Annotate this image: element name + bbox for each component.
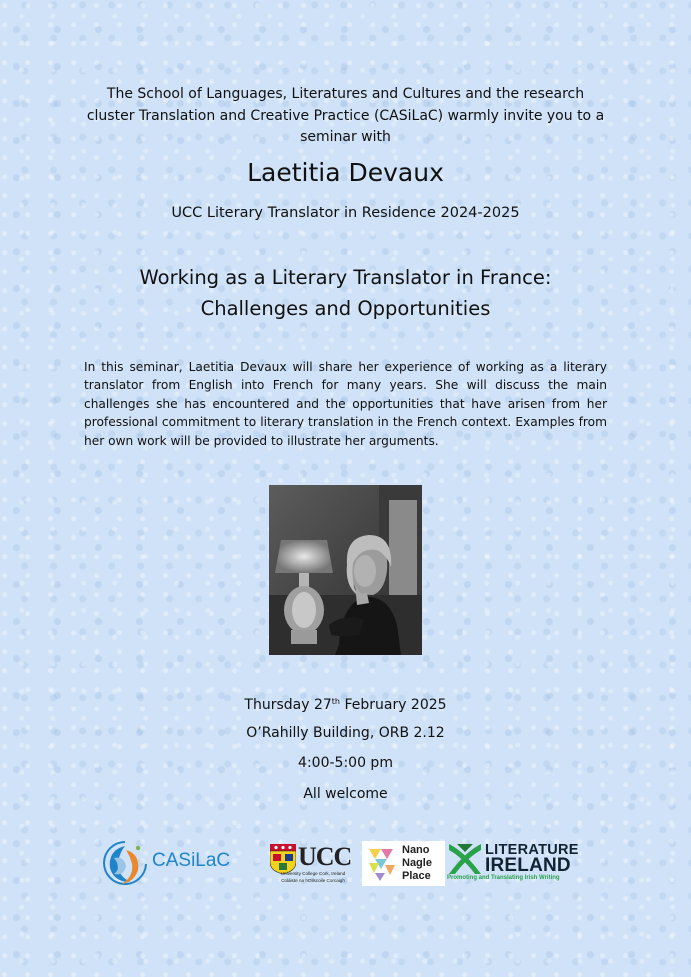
event-date <box>0 690 691 721</box>
ucc-logo <box>268 838 358 890</box>
ucc-subtitle: University College Cork, Ireland <box>280 871 346 876</box>
event-time: 4:00-5:00 pm <box>298 755 393 772</box>
ucc-subtitle-irish: Coláiste na hOllscoile Corcaigh <box>281 878 345 883</box>
nano-nagle-line-1: Nano <box>402 844 430 856</box>
literature-ireland-tagline: Promoting and Translating Irish Writing <box>447 875 560 881</box>
seminar-title-line-1: Working as a Literary Translator in France: <box>139 266 552 289</box>
literature-ireland-line-2: IRELAND <box>485 855 571 876</box>
casilac-logo <box>100 838 252 890</box>
casilac-wordmark: CASiLaC <box>152 850 231 871</box>
seminar-title <box>0 262 691 324</box>
event-date-day: Thursday 27 <box>244 697 332 713</box>
event-location: O’Rahilly Building, ORB 2.12 <box>246 724 445 741</box>
literature-ireland-line-1: LITERATURE <box>485 842 579 858</box>
event-audience: All welcome <box>303 785 388 802</box>
event-date-month-year: February 2025 <box>340 697 447 713</box>
seminar-abstract: In this seminar, Laetitia Devaux will share her experience of working as a literary translator from English into French for many years. She will discuss the main challenges she has encountered and the opportunities that have arisen from her professional commitment to literary translation in the French context. Examples from her own work will be provided to illustrate her arguments. <box>84 360 607 448</box>
seminar-title-line-2: Challenges and Opportunities <box>200 297 491 320</box>
speaker-photo-image <box>269 485 422 655</box>
nano-nagle-triangles-icon <box>365 843 401 883</box>
casilac-swirl-icon <box>100 838 150 890</box>
event-date-suffix: th <box>331 697 340 706</box>
literature-ireland-x-icon <box>447 842 483 876</box>
nano-nagle-place-logo <box>362 841 445 886</box>
nano-nagle-line-3: Place <box>402 870 431 882</box>
ucc-crest-icon <box>270 844 296 874</box>
ucc-wordmark: UCC <box>298 842 352 871</box>
invitation-text: The School of Languages, Literatures and Cultures and the research cluster Translation and Creative Practice (CASiLaC) warmly invite you to a seminar with <box>86 86 605 145</box>
event-details <box>0 690 691 812</box>
sponsor-logos <box>0 838 691 890</box>
speaker-photo <box>269 485 422 655</box>
speaker-name: Laetitia Devaux <box>247 158 444 187</box>
speaker-role: UCC Literary Translator in Residence 2024-2025 <box>171 205 520 221</box>
literature-ireland-logo <box>445 838 591 890</box>
nano-nagle-line-2: Nagle <box>402 857 432 869</box>
nano-nagle-wordmark <box>402 844 432 883</box>
